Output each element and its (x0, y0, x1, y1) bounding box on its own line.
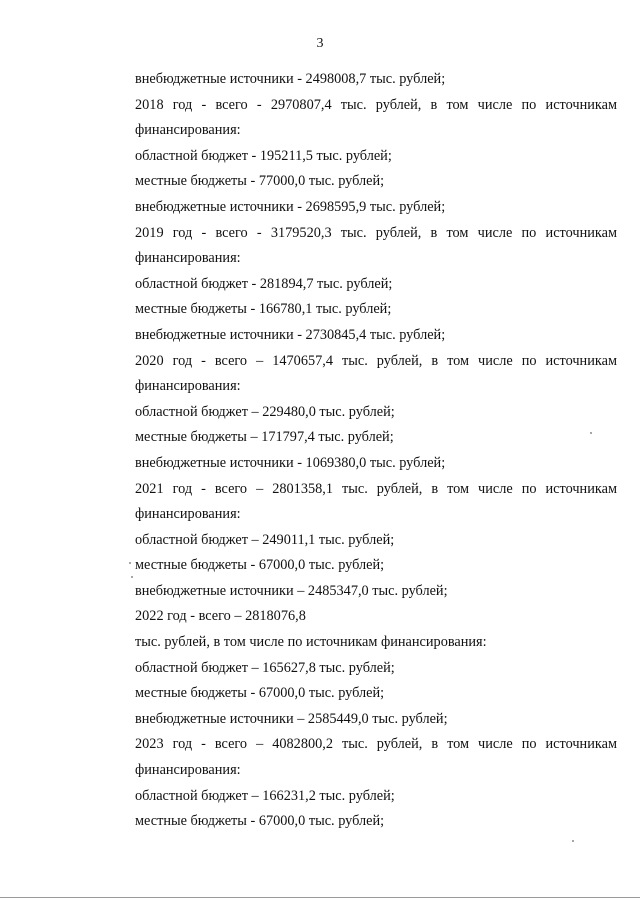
text-line: внебюджетные источники – 2585449,0 тыс. рублей; (135, 710, 448, 727)
text-line: 2020 год - всего – 1470657,4 тыс. рублей, в том числе по источникам (135, 352, 617, 369)
text-line: местные бюджеты - 67000,0 тыс. рублей; (135, 557, 385, 574)
text-line: областной бюджет – 249011,1 тыс. рублей; (135, 531, 395, 548)
scan-speck (572, 840, 574, 842)
scan-speck (129, 562, 131, 564)
document-body (0, 67, 640, 835)
text-line: 2018 год - всего - 2970807,4 тыс. рублей, в том числе по источникам (135, 96, 617, 113)
text-line: местные бюджеты - 67000,0 тыс. рублей; (135, 813, 385, 830)
text-line: внебюджетные источники - 2498008,7 тыс. рублей; (135, 71, 446, 87)
text-line: областной бюджет - 281894,7 тыс. рублей; (135, 275, 393, 292)
text-line: местные бюджеты - 77000,0 тыс. рублей; (135, 173, 385, 190)
text-line: финансирования: (135, 762, 241, 779)
text-line: внебюджетные источники - 2730845,4 тыс. рублей; (135, 326, 446, 343)
text-line: тыс. рублей, в том числе по источникам финансирования: (135, 634, 487, 651)
scan-speck (590, 432, 592, 434)
text-line: 2021 год - всего – 2801358,1 тыс. рублей, в том числе по источникам (135, 480, 617, 497)
text-line: 2023 год - всего – 4082800,2 тыс. рублей, в том числе по источникам (135, 736, 617, 753)
text-line: 2019 год - всего - 3179520,3 тыс. рублей, в том числе по источникам (135, 224, 617, 241)
text-line: внебюджетные источники - 1069380,0 тыс. рублей; (135, 454, 446, 471)
text-line: внебюджетные источники - 2698595,9 тыс. рублей; (135, 198, 446, 215)
text-line: финансирования: (135, 506, 241, 523)
text-line: внебюджетные источники – 2485347,0 тыс. рублей; (135, 582, 448, 599)
text-line: областной бюджет – 165627,8 тыс. рублей; (135, 659, 395, 676)
text-line: финансирования: (135, 378, 241, 395)
text-line: местные бюджеты - 67000,0 тыс. рублей; (135, 685, 385, 702)
scan-speck (131, 576, 133, 578)
text-line: местные бюджеты - 166780,1 тыс. рублей; (135, 301, 392, 318)
scan-edge-line (0, 897, 640, 898)
text-line: областной бюджет – 166231,2 тыс. рублей; (135, 787, 395, 804)
text-line: финансирования: (135, 250, 241, 267)
page-number: 3 (316, 36, 324, 51)
text-line: областной бюджет – 229480,0 тыс. рублей; (135, 403, 395, 420)
text-line: финансирования: (135, 122, 241, 139)
text-line: областной бюджет - 195211,5 тыс. рублей; (135, 147, 392, 164)
text-line: 2022 год - всего – 2818076,8 (135, 608, 306, 625)
text-line: местные бюджеты – 171797,4 тыс. рублей; (135, 429, 394, 446)
